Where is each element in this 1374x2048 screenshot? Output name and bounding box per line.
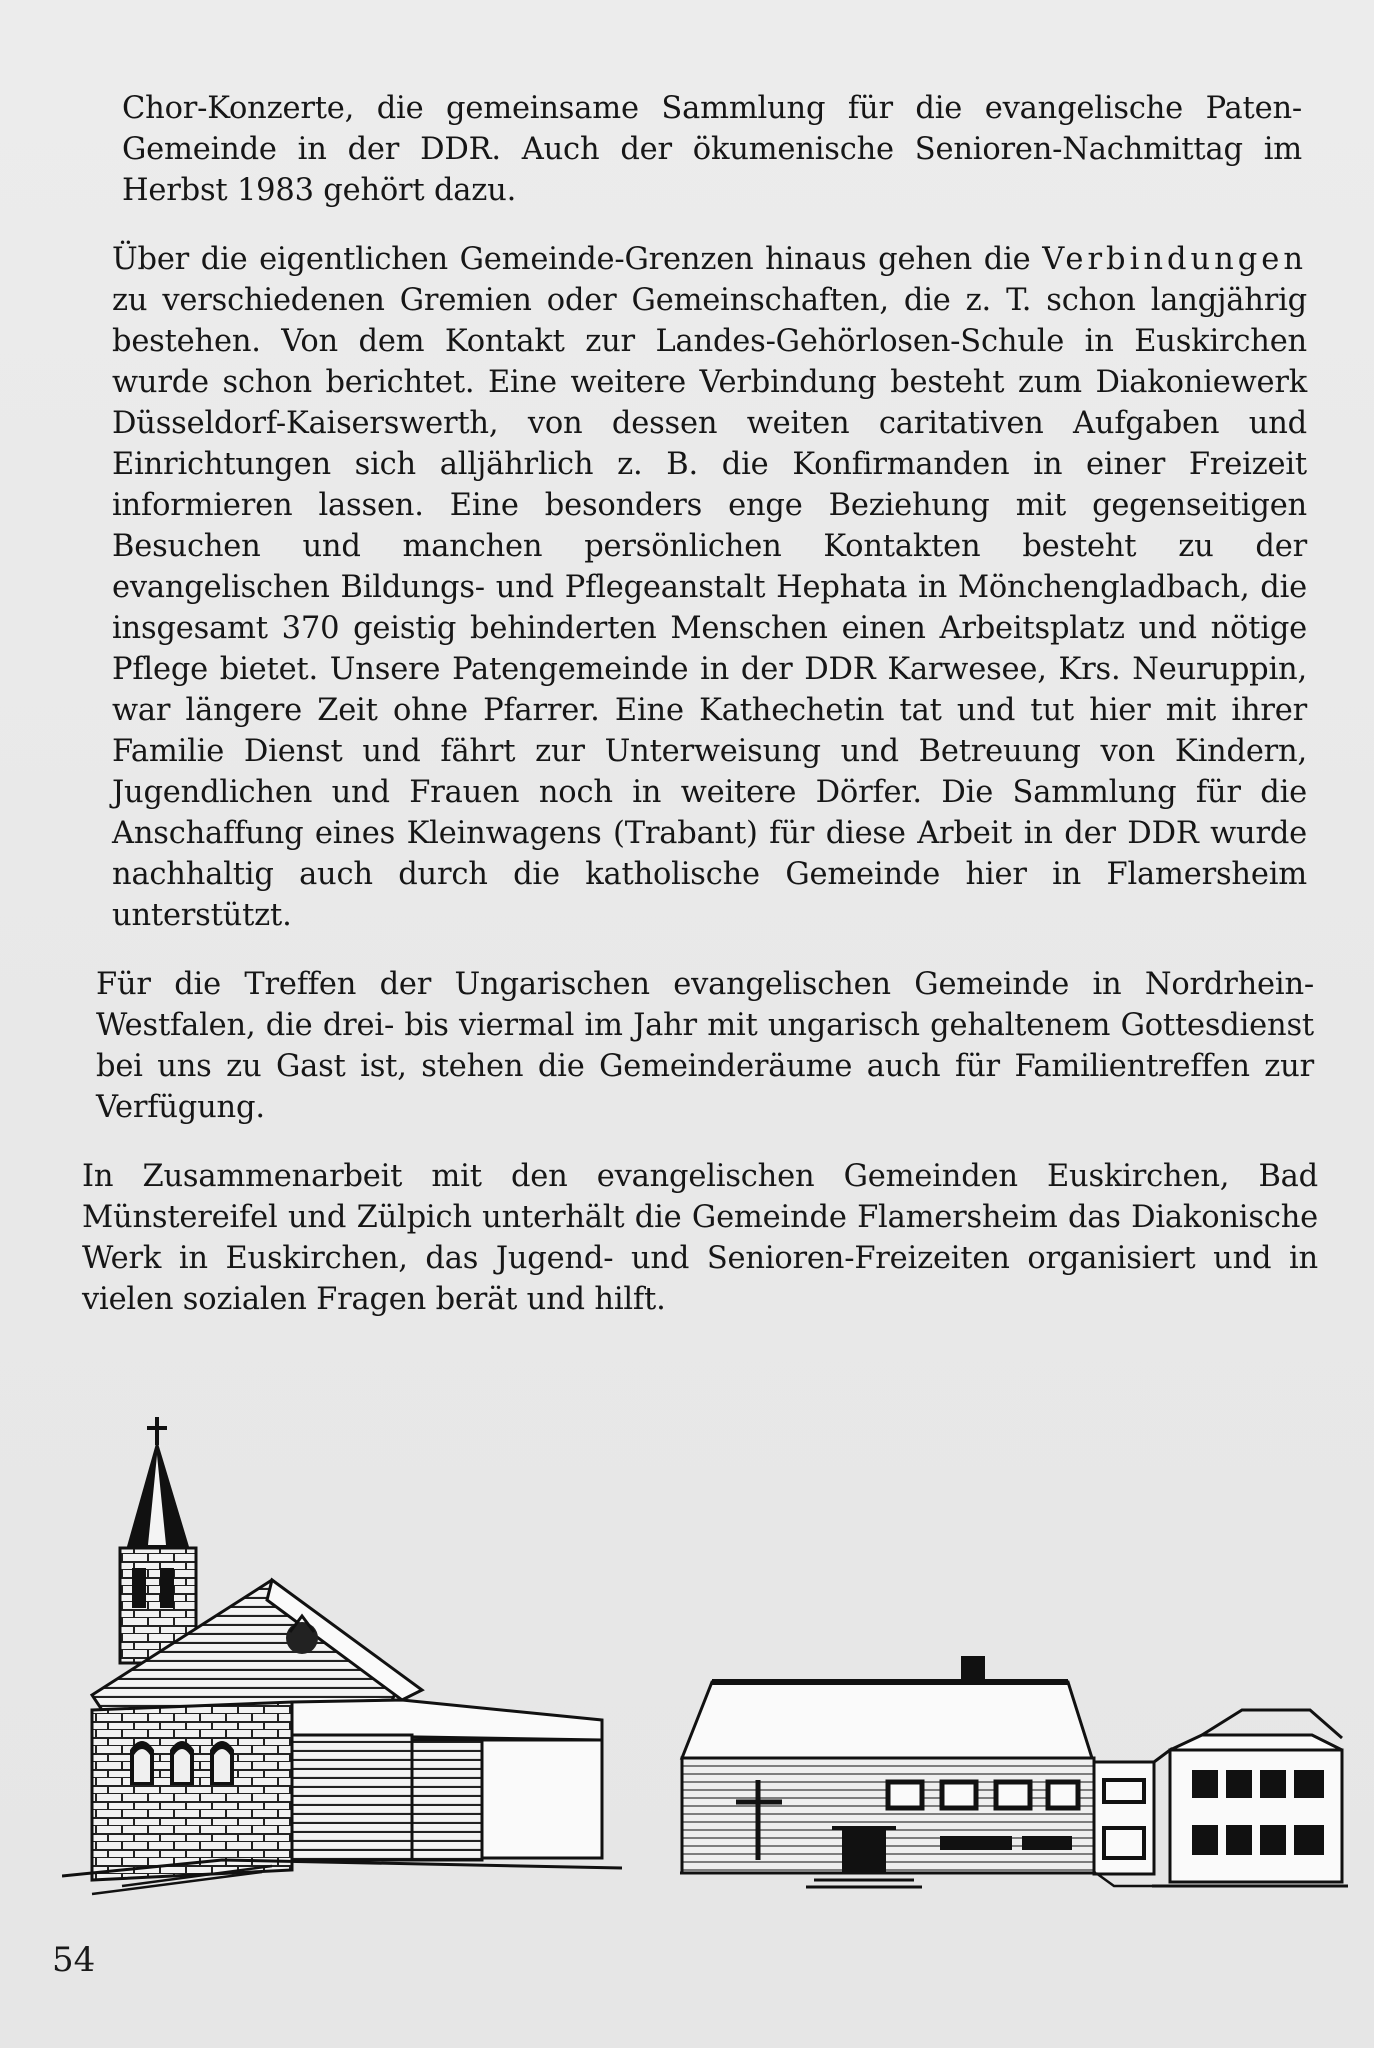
paragraph-2	[112, 239, 1307, 936]
parish-hall-drawing	[680, 1656, 1348, 1887]
body-text	[82, 88, 1336, 1348]
page-number: 54	[52, 1940, 96, 1980]
paragraph-4: In Zusammenarbeit mit den evangelischen Gemeinden Euskirchen, Bad Münstereifel und Zülpich unterhält die Gemeinde Flamersheim das Diakonische Werk in Euskirchen, das Jugend- und Senioren-Freizeiten organisiert und in vielen sozialen Fragen berät und hilft.	[82, 1159, 1318, 1317]
spaced-emphasis-word: Verbindungen	[1042, 242, 1307, 277]
church-drawing	[62, 1417, 622, 1894]
paragraph-2-lead: Über die eigentlichen Gemeinde-Grenzen hinaus gehen die	[112, 242, 1043, 277]
paragraph-3: Für die Treffen der Ungarischen evangelischen Gemeinde in Nordrhein-Westfalen, die drei- bis viermal im Jahr mit ungarisch gehaltenem Gottesdienst bei uns zu Gast ist, stehen die Gemeinderäume auch für Familientreffen zur Verfügung.	[96, 967, 1314, 1125]
paragraph-1: Chor-Konzerte, die gemeinsame Sammlung für die evangelische Paten-Gemeinde in der DDR. Auch der ökumenische Senioren-Nachmittag im Herbst 1983 gehört dazu.	[122, 91, 1302, 208]
illustrations	[62, 1410, 1352, 1900]
paragraph-2-body: zu verschiedenen Gremien oder Gemeinschaften, die z. T. schon langjährig bestehen. Von dem Kontakt zur Landes-Gehörlosen-Schule in Euskirchen wurde schon berichtet. Eine weitere Verbindung besteht zum Diakoniewerk Düsseldorf-Kaiserswerth, von dessen weiten caritativen Aufgaben und Einrichtungen sich alljährlich z. B. die Konfirmanden in einer Freizeit informieren lassen. Eine besonders enge Beziehung mit gegenseitigen Besuchen und manchen persönlichen Kontakten besteht zu der evangelischen Bildungs- und Pflegeanstalt Hephata in Mönchengladbach, die insgesamt 370 geistig behinderten Menschen einen Arbeitsplatz und nötige Pflege bietet. Unsere Patengemeinde in der DDR Karwesee, Krs. Neuruppin, war längere Zeit ohne Pfarrer. Eine Kathechetin tat und tut hier mit ihrer Familie Dienst und fährt zur Unterweisung und Betreuung von Kindern, Jugendlichen und Frauen noch in weitere Dörfer. Die Sammlung für die Anschaffung eines Kleinwagens (Trabant) für diese Arbeit in der DDR wurde nachhaltig auch durch die katholische Gemeinde hier in Flamersheim unterstützt.	[112, 283, 1307, 933]
